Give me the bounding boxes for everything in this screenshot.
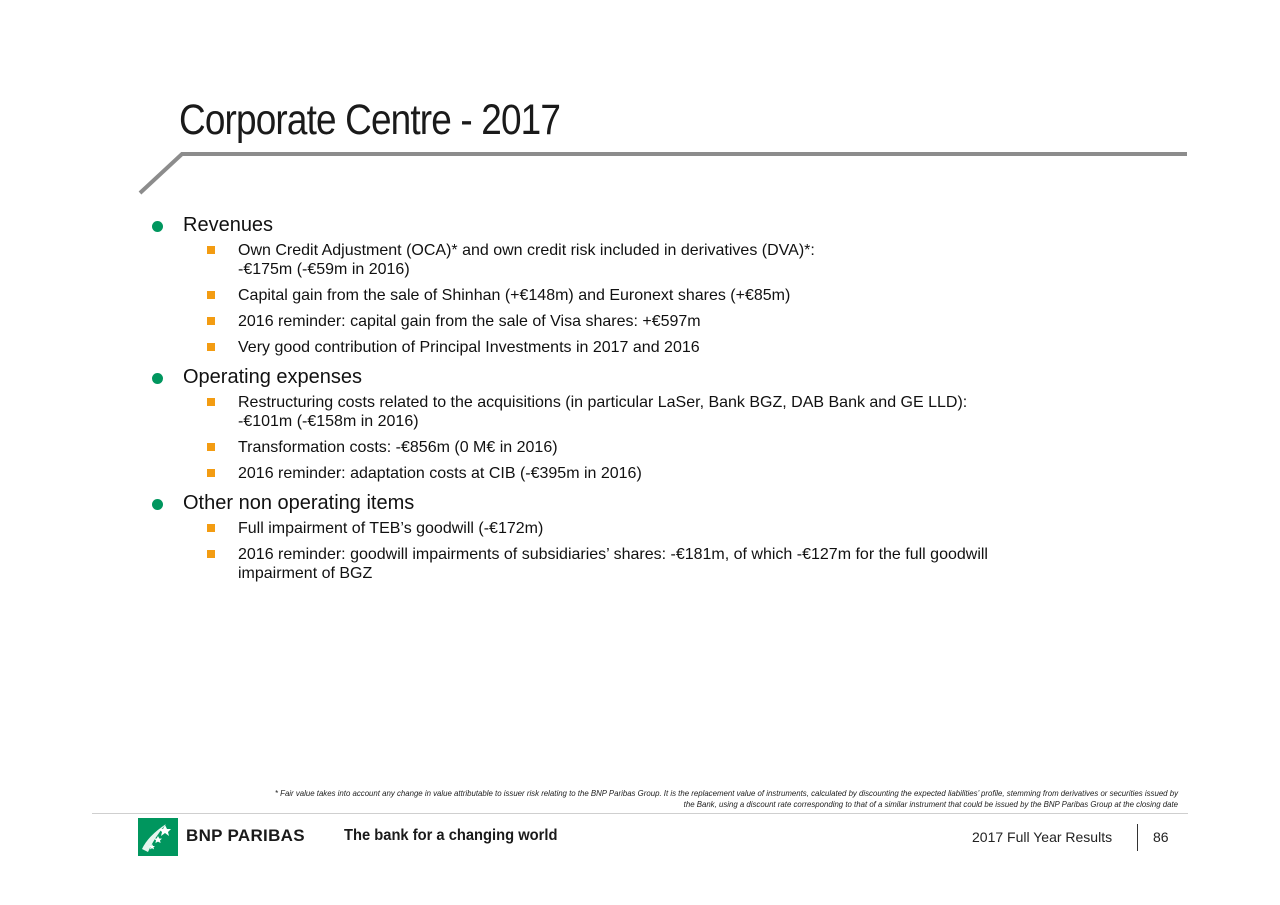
brand-tagline: The bank for a changing world — [344, 827, 558, 844]
section-heading-text: Operating expenses — [183, 366, 363, 388]
title-underline — [0, 0, 1280, 200]
list-item — [150, 286, 1210, 305]
list-item — [150, 338, 1210, 357]
footer-separator — [1137, 824, 1138, 851]
list-item — [150, 312, 1210, 331]
list-item-text: Own Credit Adjustment (OCA)* and own credit risk included in derivatives (DVA)*: -€175m (-€59m in 2016) — [238, 242, 815, 278]
list-item — [150, 545, 1210, 583]
list-item-text: Restructuring costs related to the acquisitions (in particular LaSer, Bank BGZ, DAB Bank and GE LLD): -€101m (-€158m in 2016) — [238, 394, 968, 430]
orange-square-bullet-icon — [207, 443, 215, 451]
orange-square-bullet-icon — [207, 398, 215, 406]
section-heading — [150, 364, 1210, 391]
list-item — [150, 519, 1210, 538]
brand-name: BNP PARIBAS — [186, 826, 305, 845]
footnote-line-2: the Bank, using a discount rate corresponding to that of a similar instrument that could be issued by the BNP Paribas Group at the closing date — [683, 800, 1178, 809]
page-title: Corporate Centre - 2017 — [179, 96, 561, 144]
orange-square-bullet-icon — [207, 469, 215, 477]
report-title: 2017 Full Year Results — [972, 829, 1113, 845]
page-number: 86 — [1153, 829, 1169, 845]
section-heading-text: Revenues — [183, 214, 274, 236]
orange-square-bullet-icon — [207, 550, 215, 558]
orange-square-bullet-icon — [207, 291, 215, 299]
section-heading — [150, 490, 1210, 517]
list-item — [150, 393, 1210, 431]
list-item-text: 2016 reminder: adaptation costs at CIB (-€395m in 2016) — [238, 465, 642, 482]
section-heading — [150, 212, 1210, 239]
orange-square-bullet-icon — [207, 246, 215, 254]
green-bullet-icon — [152, 221, 163, 232]
section-heading-text: Other non operating items — [183, 492, 415, 514]
orange-square-bullet-icon — [207, 317, 215, 325]
green-bullet-icon — [152, 499, 163, 510]
orange-square-bullet-icon — [207, 524, 215, 532]
list-item — [150, 464, 1210, 483]
list-item-text: Capital gain from the sale of Shinhan (+€148m) and Euronext shares (+€85m) — [238, 287, 791, 304]
list-item-text: Very good contribution of Principal Investments in 2017 and 2016 — [238, 339, 700, 356]
list-item-text: Full impairment of TEB’s goodwill (-€172m) — [238, 520, 544, 537]
green-bullet-icon — [152, 373, 163, 384]
list-item-text: Transformation costs: -€856m (0 M€ in 2016) — [238, 439, 558, 456]
footer-divider — [92, 813, 1188, 814]
list-item-text: 2016 reminder: goodwill impairments of subsidiaries’ shares: -€181m, of which -€127m for the full goodwill impairment of BGZ — [238, 546, 988, 582]
footnote-line-1: * Fair value takes into account any change in value attributable to issuer risk relating to the BNP Paribas Group. It is the replacement value of instruments, calculated by discounting the expected liabilities’ profile, stemming from derivatives or securities issued by — [274, 789, 1178, 798]
list-item-text: 2016 reminder: capital gain from the sale of Visa shares: +€597m — [238, 313, 701, 330]
footnote — [171, 788, 1178, 810]
slide-body — [150, 212, 1210, 590]
list-item — [150, 241, 1210, 279]
list-item — [150, 438, 1210, 457]
bnp-paribas-logo-icon — [138, 818, 178, 856]
orange-square-bullet-icon — [207, 343, 215, 351]
